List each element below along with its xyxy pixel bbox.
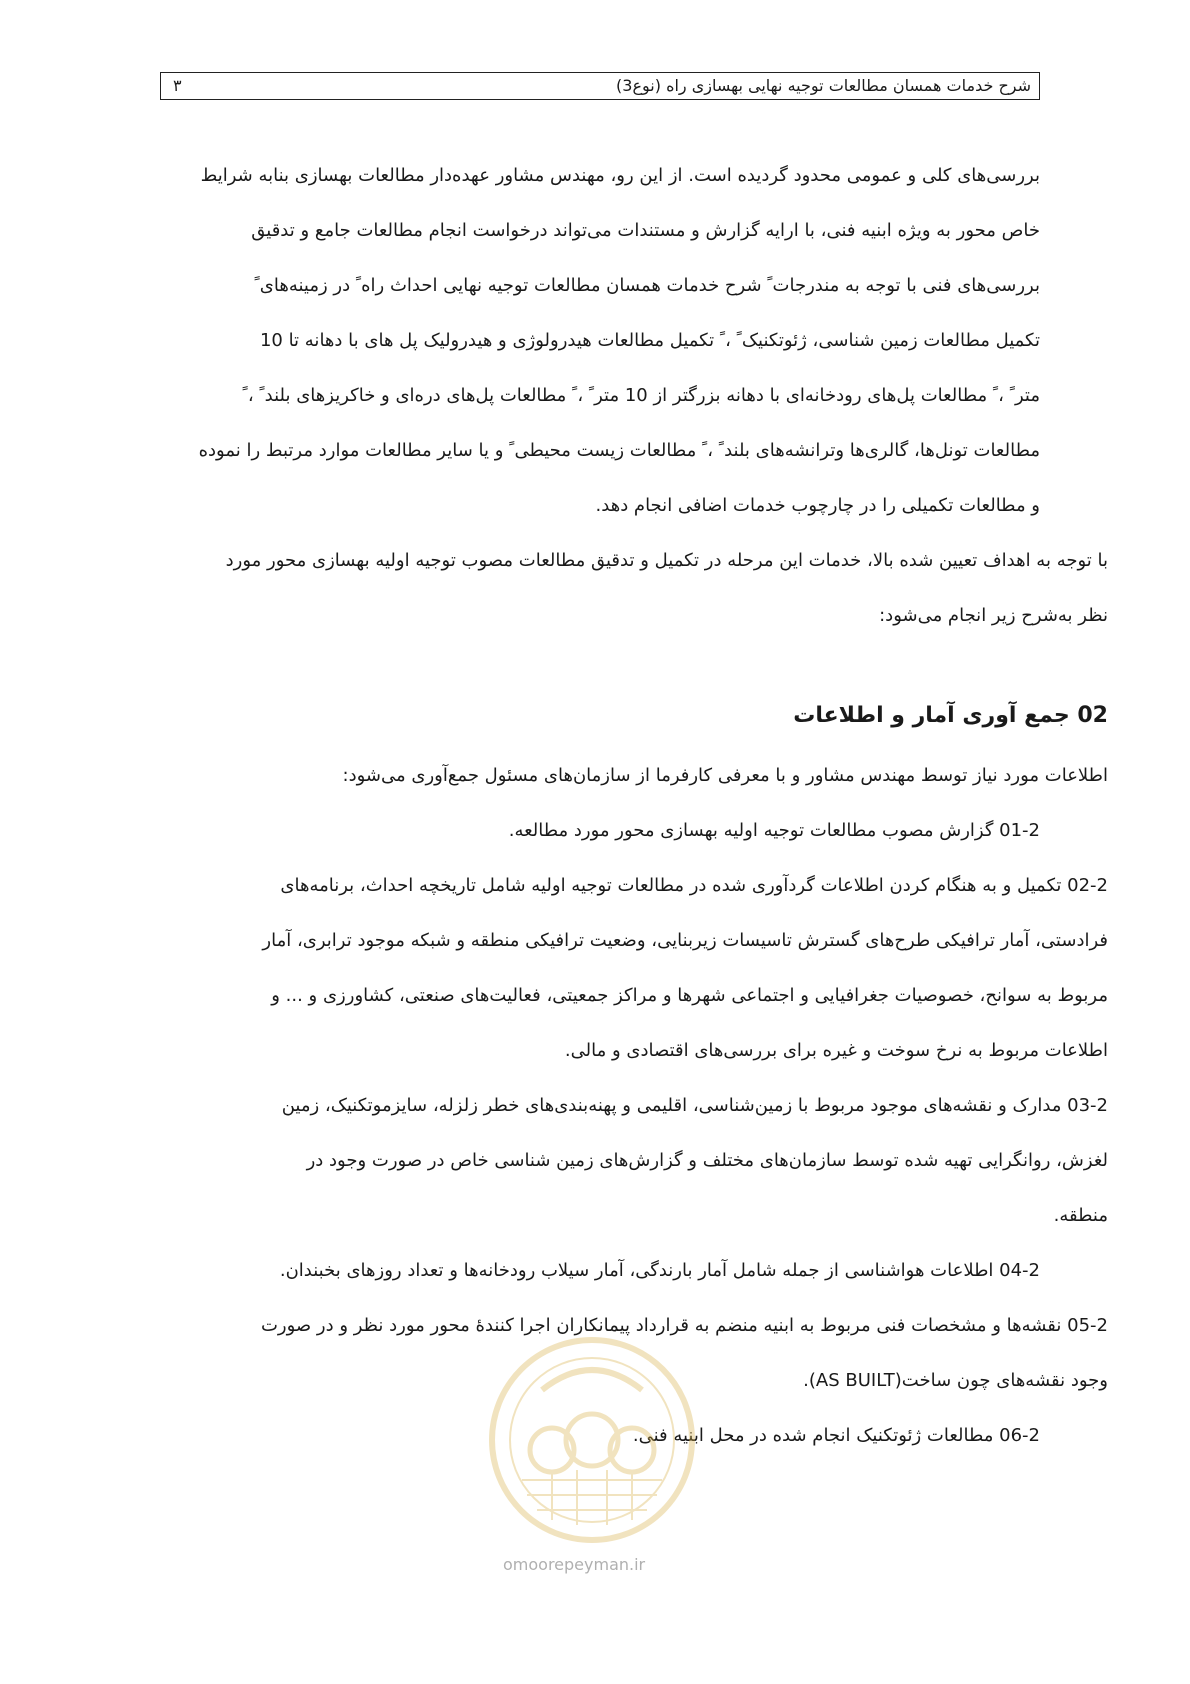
intro-line-2: خاص محور به ویژه ابنیه فنی، با ارایه گزارش و مستندات می‌تواند درخواست انجام مطالعات جامع و تدقیق (251, 220, 1040, 241)
item-02-line-2: فرادستی، آمار ترافیکی طرح‌های گسترش تاسیسات زیربنایی، وضعیت ترافیکی منطقه و شبکه موجود ترابری، آمار (262, 930, 1108, 951)
intro-line-3: بررسی‌های فنی با توجه به مندرجات ً شرح خدمات همسان مطالعات توجیه نهایی احداث راه ً در زمینه‌های ً (254, 275, 1040, 296)
item-03-line-3: منطقه. (1053, 1205, 1108, 1226)
intro-line-7: و مطالعات تکمیلی را در چارچوب خدمات اضافی انجام دهد. (595, 495, 1040, 516)
intro-line-4: تکمیل مطالعات زمین شناسی، ژئوتکنیک ً ، ً تکمیل مطالعات هیدرولوژی و هیدرولیک پل های با دهانه تا 10 (259, 330, 1040, 351)
watermark-text: omoorepeyman.ir (503, 1555, 646, 1574)
item-05-line-1: 05-2 نقشه‌ها و مشخصات فنی مربوط به ابنیه منضم به قرارداد پیمانکاران اجرا کنندهٔ محور مورد نظر و در صورت (260, 1315, 1108, 1336)
section-heading: 02 جمع آوری آمار و اطلاعات (793, 703, 1108, 728)
page-number: ۳ (173, 76, 182, 95)
intro-line-1: بررسی‌های کلی و عمومی محدود گردیده است. از این رو، مهندس مشاور عهده‌دار مطالعات بهسازی بنابه شرایط (200, 165, 1040, 186)
page-header (160, 72, 1040, 100)
intro-line-6: مطالعات تونل‌ها، گالری‌ها وترانشه‌های بلند ً ، ً مطالعات زیست محیطی ً و یا سایر مطالعات موارد مرتبط را نموده (198, 440, 1040, 461)
watermark-seal-icon (482, 1330, 702, 1550)
services-line-2: نظر به‌شرح زیر انجام می‌شود: (879, 605, 1108, 626)
section-intro: اطلاعات مورد نیاز توسط مهندس مشاور و با معرفی کارفرما از سازمان‌های مسئول جمع‌آوری می‌شود: (342, 765, 1108, 786)
services-line-1: با توجه به اهداف تعیین شده بالا، خدمات این مرحله در تکمیل و تدقیق مطالعات مصوب توجیه اولیه بهسازی محور مورد (225, 550, 1108, 571)
item-01: 01-2 گزارش مصوب مطالعات توجیه اولیه بهسازی محور مورد مطالعه. (508, 820, 1040, 841)
item-04: 04-2 اطلاعات هواشناسی از جمله شامل آمار بارندگی، آمار سیلاب رودخانه‌ها و تعداد روزهای بخبندان. (279, 1260, 1040, 1281)
item-03-line-1: 03-2 مدارک و نقشه‌های موجود مربوط با زمین‌شناسی، اقلیمی و پهنه‌بندی‌های خطر زلزله، سایزموتکنیک، زمین (281, 1095, 1108, 1116)
item-05-line-2: وجود نقشه‌های چون ساخت(AS BUILT). (803, 1370, 1108, 1391)
item-06: 06-2 مطالعات ژئوتکنیک انجام شده در محل ابنیه فنی. (632, 1425, 1040, 1446)
item-03-line-2: لغزش، روانگرایی تهیه شده توسط سازمان‌های مختلف و گزارش‌های زمین شناسی خاص در صورت وجود در (306, 1150, 1108, 1171)
item-02-line-1: 02-2 تکمیل و به هنگام کردن اطلاعات گردآوری شده در مطالعات توجیه اولیه شامل تاریخچه احداث، برنامه‌های (280, 875, 1108, 896)
intro-line-5: متر ً ، ً مطالعات پل‌های رودخانه‌ای با دهانه بزرگتر از 10 متر ً ، ً مطالعات پل‌های دره‌ای و خاکریزهای بلند ً ، ً (242, 385, 1040, 406)
item-02-line-3: مربوط به سوانح، خصوصیات جغرافیایی و اجتماعی شهرها و مراکز جمعیتی، فعالیت‌های صنعتی، کشاورزی و ... و (271, 985, 1108, 1006)
header-title: شرح خدمات همسان مطالعات توجیه نهایی بهسازی راه (نوع3) (616, 76, 1031, 95)
item-02-line-4: اطلاعات مربوط به نرخ سوخت و غیره برای بررسی‌های اقتصادی و مالی. (564, 1040, 1108, 1061)
